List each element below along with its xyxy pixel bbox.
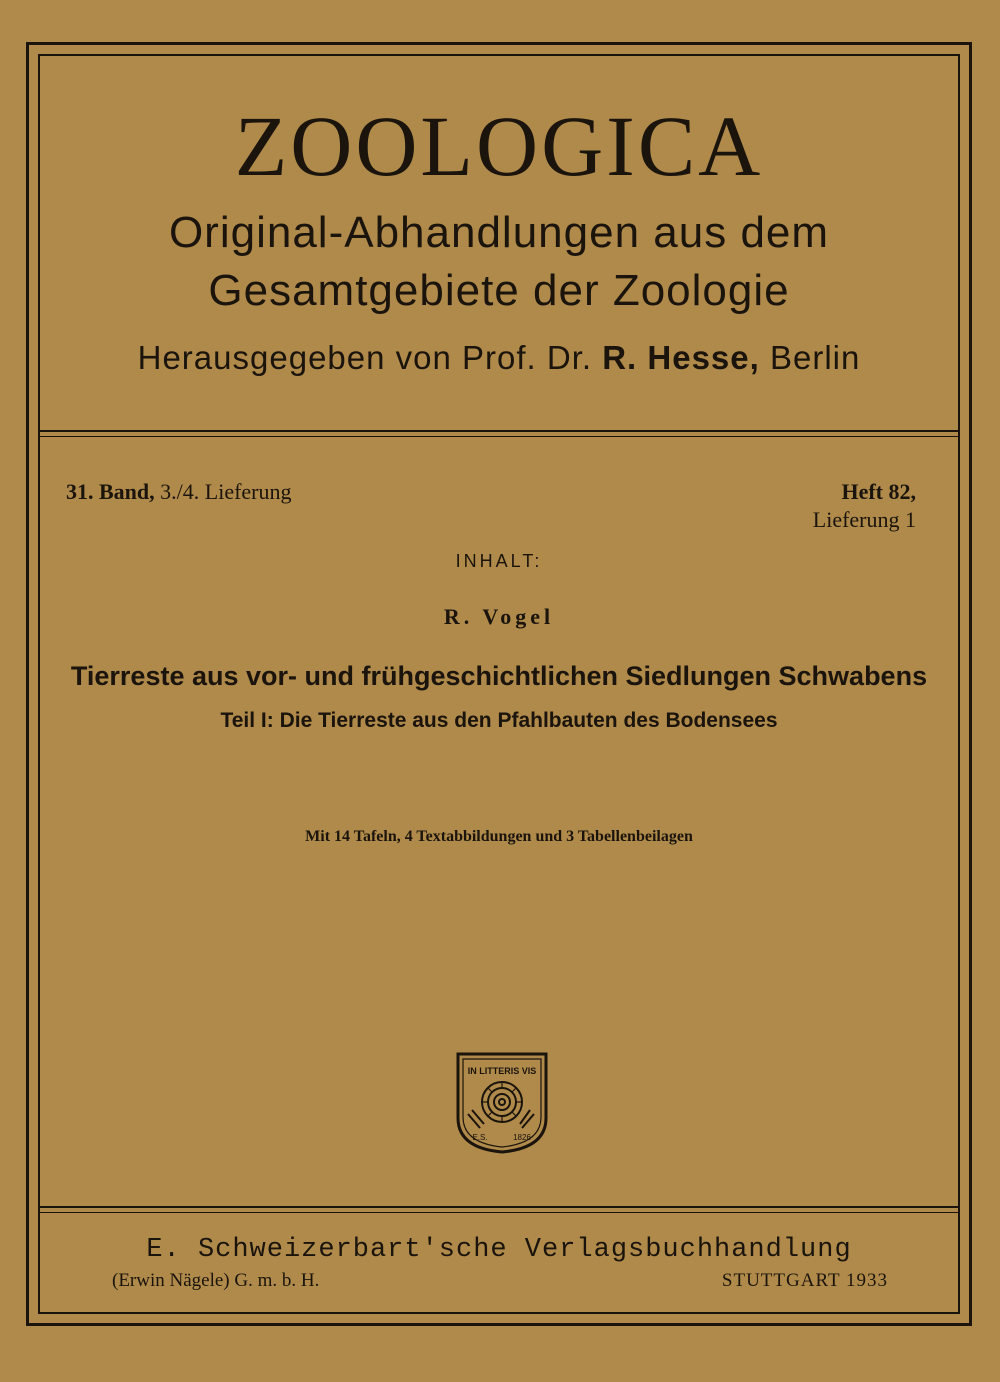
volume-band: 31. Band, — [66, 479, 155, 504]
header-divider-thin — [38, 436, 960, 437]
journal-subtitle-line1: Original-Abhandlungen aus dem — [168, 208, 830, 257]
plates-note: Mit 14 Tafeln, 4 Textabbildungen und 3 Tabellenbeilagen — [305, 828, 693, 845]
publisher-seal-icon — [450, 1048, 554, 1156]
contents-label: INHALT: — [455, 551, 543, 571]
header-divider — [38, 430, 960, 432]
seal-year: 1826 — [513, 1133, 531, 1142]
seal-motto: IN LITTERIS VIS — [467, 1066, 537, 1076]
journal-subtitle-line2: Gesamtgebiete der Zoologie — [208, 266, 790, 315]
journal-title: ZOOLOGICA — [234, 98, 764, 194]
volume-lieferung: 3./4. Lieferung — [160, 479, 292, 504]
footer-divider — [38, 1206, 960, 1208]
editor-name: R. Hesse, — [602, 339, 760, 376]
issue-heft: Heft 82, — [841, 479, 916, 504]
footer-divider-thin — [38, 1212, 960, 1213]
seal-initials: E.S. — [472, 1133, 488, 1142]
editor-city: Berlin — [769, 339, 861, 376]
editor-line — [38, 334, 960, 382]
publisher-place-year: STUTTGART 1933 — [721, 1270, 888, 1291]
volume-info — [66, 478, 292, 506]
author-name: R. Vogel — [443, 604, 555, 629]
work-title: Tierreste aus vor- und frühgeschichtlichen Siedlungen Schwabens — [70, 661, 928, 691]
issue-lieferung: Lieferung 1 — [812, 507, 916, 532]
publisher-name: E. Schweizerbart'sche Verlagsbuchhandlung — [146, 1235, 852, 1265]
publisher-owner: (Erwin Nägele) G. m. b. H. — [112, 1270, 320, 1291]
work-subtitle: Teil I: Die Tierreste aus den Pfahlbauten des Bodensees — [220, 709, 778, 732]
editor-prefix: Herausgegeben von Prof. Dr. — [137, 339, 593, 376]
issue-info — [813, 478, 916, 534]
